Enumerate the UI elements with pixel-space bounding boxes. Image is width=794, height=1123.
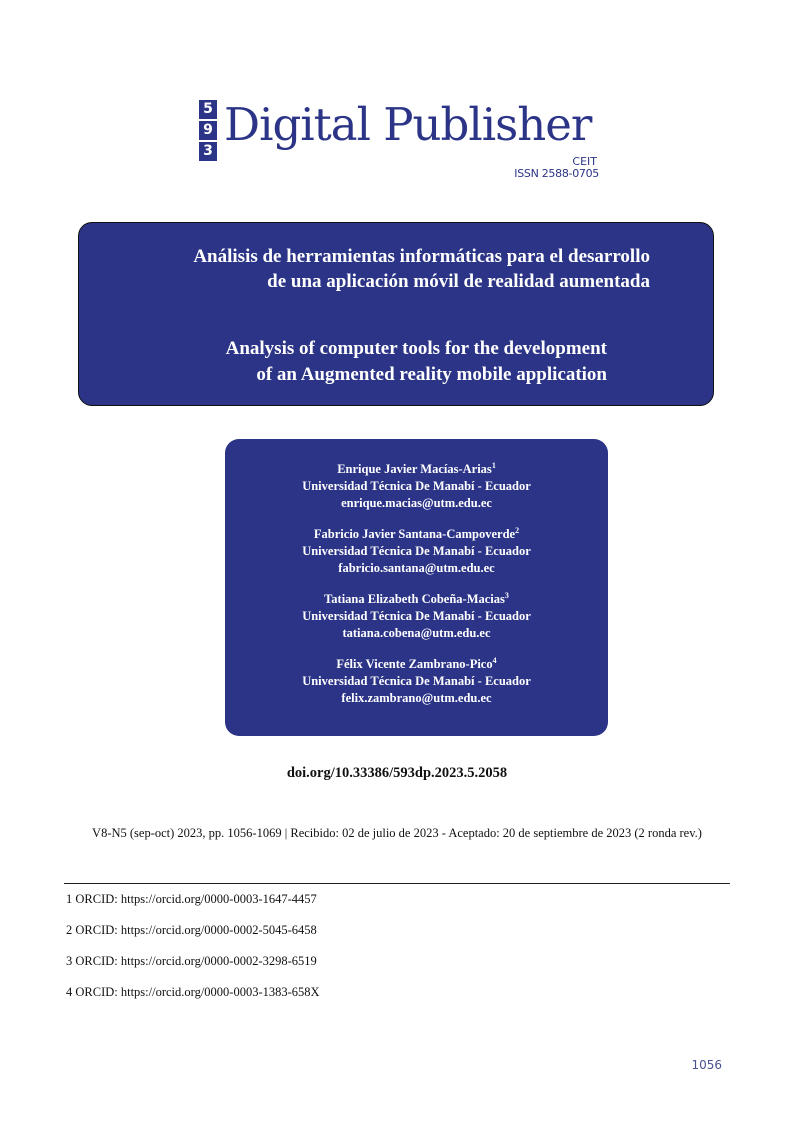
- author-name: Fabricio Javier Santana-Campoverde$^2$: [313, 525, 520, 541]
- logo-issn: ISSN 2588-0705: [514, 167, 599, 180]
- author-email[interactable]: tatiana.cobena@utm.edu.ec: [342, 626, 491, 640]
- author-affiliation: Universidad Técnica De Manabí - Ecuador: [302, 609, 531, 623]
- title-spanish-line-2: de una aplicación móvil de realidad aumentada: [267, 271, 650, 292]
- author-name: Félix Vicente Zambrano-Pico$^4$: [336, 655, 497, 671]
- logo-wordmark: Digital Publisher: [224, 98, 592, 151]
- logo-digit: 9: [199, 121, 217, 140]
- author-affiliation: Universidad Técnica De Manabí - Ecuador: [302, 674, 531, 688]
- logo-digit: 5: [199, 100, 217, 119]
- logo-digit-column: [199, 100, 217, 163]
- author-name: Enrique Javier Macías-Arias$^1$: [337, 460, 496, 476]
- doi-link[interactable]: doi.org/10.33386/593dp.2023.5.2058: [286, 765, 508, 781]
- title-spanish-line-1: Análisis de herramientas informáticas para el desarrollo: [193, 246, 650, 267]
- footnotes: [66, 891, 320, 1015]
- title-english-line-2: of an Augmented reality mobile application: [256, 364, 607, 385]
- publication-info: V8-N5 (sep-oct) 2023, pp. 1056-1069 | Recibido: 02 de julio de 2023 - Aceptado: 20 de septiembre de 2023 (2 ronda rev.): [92, 826, 702, 840]
- title-box: [78, 222, 714, 406]
- author-block: [225, 461, 608, 512]
- author-block: [225, 591, 608, 642]
- logo-ceit: CEIT: [572, 155, 597, 168]
- author-block: [225, 526, 608, 577]
- author-email[interactable]: enrique.macias@utm.edu.ec: [341, 496, 492, 510]
- author-email[interactable]: fabricio.santana@utm.edu.ec: [338, 561, 495, 575]
- footnote-divider: [64, 883, 730, 884]
- authors-box: [225, 439, 608, 736]
- footnote-orcid[interactable]: 4 ORCID: https://orcid.org/0000-0003-1383-658X: [66, 985, 320, 999]
- author-footnote-ref: 4: [492, 655, 497, 665]
- logo-digit: 3: [199, 142, 217, 161]
- journal-logo: [197, 98, 617, 184]
- author-affiliation: Universidad Técnica De Manabí - Ecuador: [302, 544, 531, 558]
- author-block: [225, 656, 608, 707]
- author-name: Tatiana Elizabeth Cobeña-Macias$^3$: [324, 590, 509, 606]
- author-footnote-ref: 2: [515, 525, 520, 535]
- author-email[interactable]: felix.zambrano@utm.edu.ec: [341, 691, 492, 705]
- footnote-orcid[interactable]: 2 ORCID: https://orcid.org/0000-0002-5045-6458: [66, 923, 317, 937]
- title-english-line-1: Analysis of computer tools for the development: [225, 338, 607, 359]
- author-footnote-ref: 1: [491, 460, 496, 470]
- page-number: 1056: [691, 1058, 722, 1072]
- author-footnote-ref: 3: [504, 590, 509, 600]
- author-affiliation: Universidad Técnica De Manabí - Ecuador: [302, 479, 531, 493]
- footnote-orcid[interactable]: 3 ORCID: https://orcid.org/0000-0002-3298-6519: [66, 954, 317, 968]
- footnote-orcid[interactable]: 1 ORCID: https://orcid.org/0000-0003-1647-4457: [66, 892, 317, 906]
